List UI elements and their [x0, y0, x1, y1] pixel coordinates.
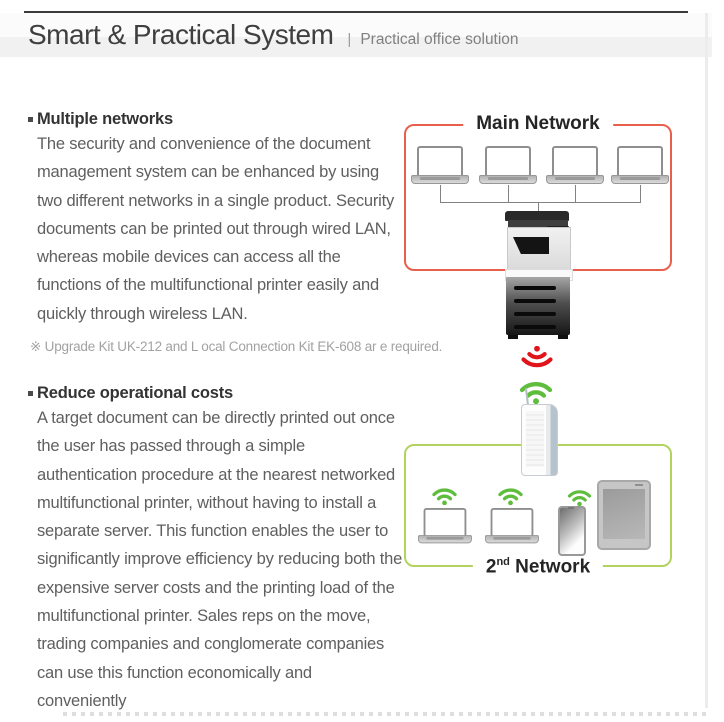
bullet-icon: [28, 391, 33, 396]
page-title: Smart & Practical System: [28, 19, 334, 50]
section-heading-reduce-costs: Reduce operational costs: [37, 384, 234, 402]
laptop-icon: [479, 146, 537, 184]
wifi-signal-icon: [566, 486, 593, 506]
connector-bus-line: [440, 202, 641, 203]
laptop-icon: [611, 146, 669, 184]
wireless-router-icon: [521, 404, 558, 476]
header: [28, 19, 519, 51]
laptop-icon: [411, 146, 469, 184]
second-network-label-word: Network: [515, 556, 591, 577]
main-network-label: Main Network: [463, 111, 613, 137]
section-body-reduce-costs: A target document can be directly printed out once the user has passed through a simple authentication procedure at the nearest networked multifunctional printer, without having to install a separate server. This function enables the user to significantly improve efficiency by reducing both the expensive server costs and the printing load of the multifunctional printer. Sales reps on the move, trading companies and conglomerate companies can use this function economically and conveniently: [37, 409, 403, 710]
wifi-signal-up-icon: [517, 376, 555, 404]
clipped-bottom-text: [63, 712, 708, 716]
wifi-signal-icon: [496, 484, 525, 505]
second-network-label-number: 2: [485, 556, 497, 577]
page-subtitle: Practical office solution: [360, 31, 519, 48]
connector-line: [508, 185, 509, 202]
bullet-icon: [28, 117, 33, 122]
laptop-icon: [546, 146, 604, 184]
laptop-icon: [418, 508, 472, 543]
section-heading-multiple-networks: Multiple networks: [37, 110, 173, 128]
smartphone-icon: [558, 506, 586, 556]
page-edge-shadow: [705, 13, 708, 708]
wifi-signal-down-icon: [519, 346, 555, 373]
wifi-signal-icon: [430, 484, 459, 505]
title-divider: |: [347, 31, 352, 48]
header-top-rule: [24, 11, 688, 13]
multifunction-printer-icon: [503, 211, 573, 339]
second-network-label-ordinal: nd: [496, 555, 510, 568]
connector-line: [575, 185, 576, 202]
section-note-upgrade-kit: ※ Upgrade Kit UK-212 and L ocal Connection Kit EK-608 ar e required.: [30, 339, 443, 354]
laptop-icon: [485, 508, 539, 543]
section-body-multiple-networks: The security and convenience of the document management system can be enhanced by using two different networks in a single product. Security documents can be printed out through wired LAN, whereas mobile devices can access all the functions of the multifunctional printer easily and quickly through wireless LAN.: [37, 135, 395, 323]
connector-line: [440, 185, 441, 202]
tablet-icon: [597, 480, 651, 550]
connector-line: [640, 185, 641, 202]
